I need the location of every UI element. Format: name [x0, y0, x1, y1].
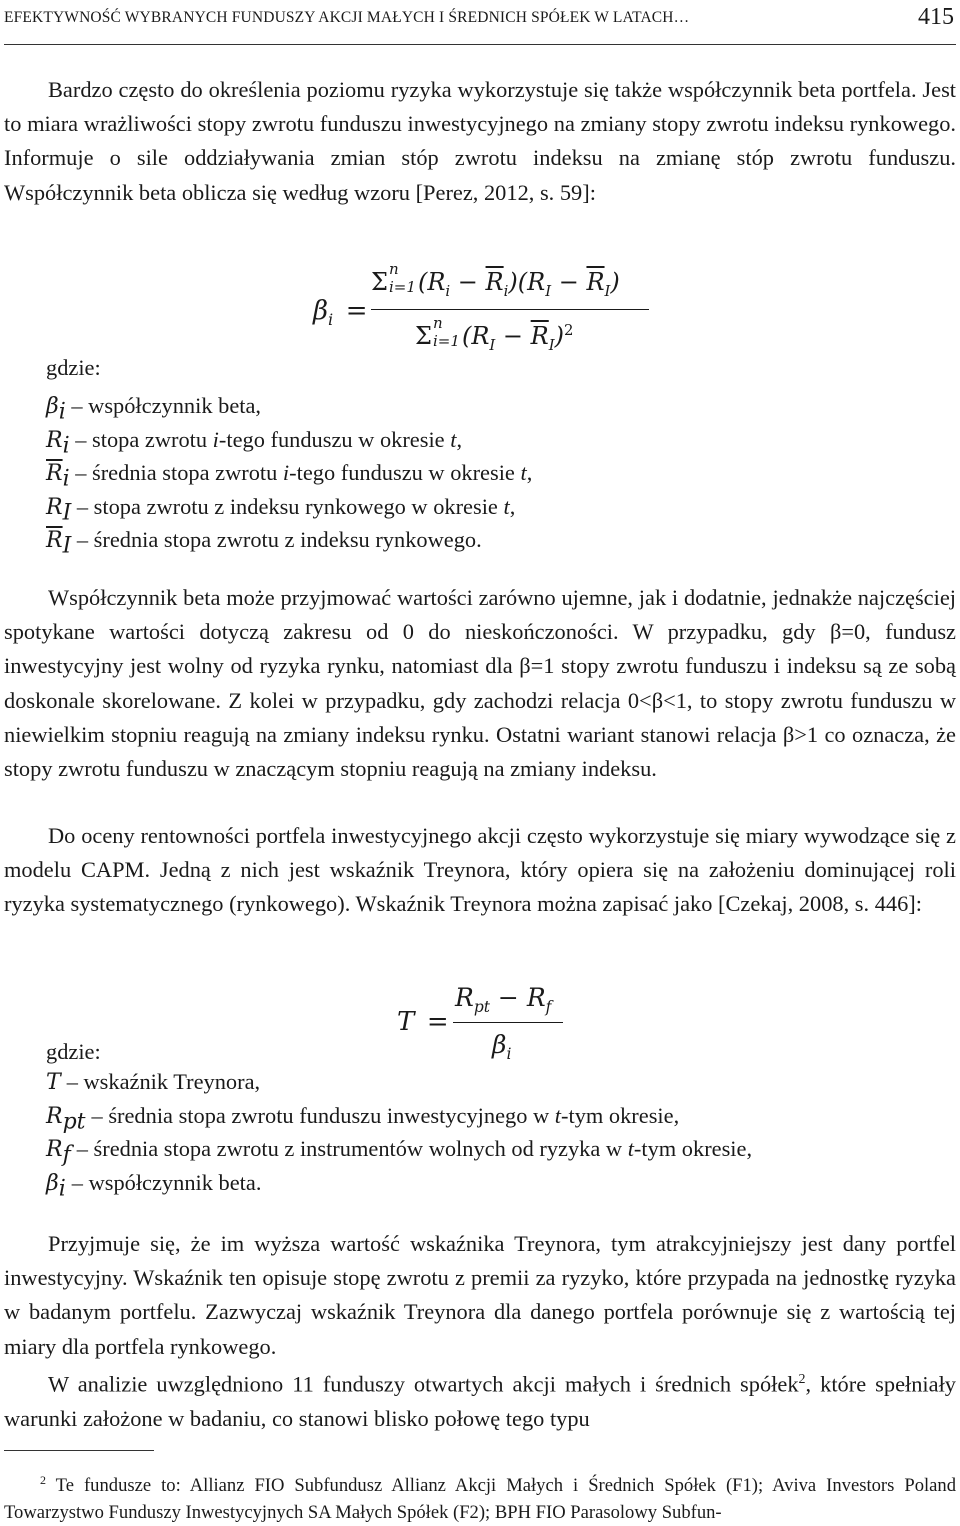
definitions-treynor — [46, 1066, 946, 1200]
paragraph-analysis: W analizie uwzględniono 11 funduszy otwartych akcji małych i średnich spółek$^2$, które spełniały warunki założone w badaniu, co stanowi blisko połowę tego typu — [4, 1371, 956, 1431]
formula-beta-numerator: Σ n i=1 $(R_i - \overline{R}_i)(R_I - \overline{R}_I)$ — [371, 260, 620, 300]
definition-beta-2: $\beta_i$ – współczynnik beta. — [46, 1169, 262, 1201]
footnote-mark: 2 — [40, 1473, 46, 1487]
footnote-ref: 2 — [798, 1372, 806, 1387]
formula-treynor-denominator: $\beta_i$ — [492, 1030, 512, 1063]
formula-beta-fraction-bar — [371, 309, 649, 310]
formula-beta-lhs: $\beta_i$ = — [313, 296, 368, 330]
definition-Ri: $R_i$ – stopa zwrotu i-tego funduszu w okresie t, — [46, 426, 463, 458]
running-header-title: EFEKTYWNOŚĆ WYBRANYCH FUNDUSZY AKCJI MAŁYCH I ŚREDNICH SPÓŁEK W LATACH… — [4, 9, 690, 26]
footnote-rule — [4, 1450, 154, 1451]
paragraph-treynor-intro — [4, 819, 956, 922]
paragraph-treynor-intro-text: Do oceny rentowności portfela inwestycyjnego akcji często wykorzystuje się miary wywodzące się z modelu CAPM. Jedną z nich jest wskaźnik Treynora, który opiera się na założeniu dominującej roli ryzyka systematycznego (rynkowego). Wskaźnik Treynora można zapisać jako [Czekaj, 2008, s. 446]: — [4, 823, 956, 917]
definition-Ri-mean: $\overline{R}_i$ – średnia stopa zwrotu i-tego funduszu w okresie t, — [46, 460, 533, 492]
definition-T: T – wskaźnik Treynora, — [46, 1069, 261, 1095]
definition-RI-mean: $\overline{R}_I$ – średnia stopa zwrotu z indeksu rynkowego. — [46, 527, 482, 559]
definition-Rf: $R_f$ – średnia stopa zwrotu z instrumentów wolnych od ryzyka w t-tym okresie, — [46, 1136, 753, 1168]
formula-treynor-numerator: $R_{pt} - R_f$ — [455, 983, 552, 1016]
where-label-1: gdzie: — [46, 355, 101, 380]
page-number: 415 — [918, 4, 954, 30]
paragraph-beta-interpretation — [4, 581, 956, 786]
definition-Rpt: $R_{pt}$ – średnia stopa zwrotu funduszu inwestycyjnego w t-tym okresie, — [46, 1102, 680, 1134]
paragraph-beta-intro — [4, 73, 956, 210]
footnote-text: Te fundusze to: Allianz FIO Subfundusz Allianz Akcji Małych i Średnich Spółek (F1); Aviva Investors Poland Towarzystwo Funduszy Inwestycyjnych SA Małych Spółek (F2); BPH FIO Parasolowy Subfun- — [4, 1475, 957, 1524]
formula-treynor-fraction-bar — [453, 1022, 563, 1023]
paragraph-treynor-interpretation-text: Przyjmuje się, że im wyższa wartość wskaźnika Treynora, tym atrakcyjniejszy jest dany portfel inwestycyjny. Wskaźnik ten opisuje stopę zwrotu z premii za ryzyko, które przypada na jednostkę ryzyka w badanym portfelu. Zazwyczaj wskaźnik Treynora dla danego portfela porównuje się z wartością tej miary dla portfela rynkowego. — [4, 1231, 956, 1359]
paragraph-analysis-text: W analizie uwzględniono 11 funduszy otwartych akcji małych i średnich spółek — [48, 1371, 799, 1397]
paragraph-treynor-interpretation — [4, 1227, 956, 1364]
formula-beta-denominator: Σ n i=1 $(R_I - \overline{R}_I)^2$ — [415, 314, 574, 354]
footnote — [4, 1467, 956, 1526]
definition-beta: $\beta_i$ – współczynnik beta, — [46, 393, 262, 425]
running-header — [4, 0, 956, 45]
where-label-2: gdzie: — [46, 1039, 101, 1064]
definition-RI: $R_I$ – stopa zwrotu z indeksu rynkowego w okresie t, — [46, 493, 516, 525]
definitions-beta — [46, 390, 946, 558]
formula-treynor-lhs: T = — [397, 1007, 449, 1037]
paragraph-beta-intro-text: Bardzo często do określenia poziomu ryzyka wykorzystuje się także współczynnik beta portfela. Jest to miara wrażliwości stopy zwrotu funduszu inwestycyjnego na zmiany stopy zwrotu indeksu rynkowego. Informuje o sile oddziaływania zmian stóp zwrotu indeksu na zmianę stóp zwrotu funduszu. Współczynnik beta oblicza się według wzoru [Perez, 2012, s. 59]: — [4, 77, 956, 205]
paragraph-beta-interpretation-text: Współczynnik beta może przyjmować wartości zarówno ujemne, jak i dodatnie, jednakże najczęściej spotykane wartości dotyczą zakresu od 0 do nieskończoności. W przypadku, gdy β=0, fundusz inwestycyjny jest wolny od ryzyka rynku, natomiast dla β=1 stopy zwrotu funduszu i indeksu są ze sobą doskonale skorelowane. Z kolei w przypadku, gdy zachodzi relacja 0<β<1, to stopy zwrotu funduszu w niewielkim stopniu reagują na zmiany indeksu rynku. Ostatni wariant stanowi relacja β>1 co oznacza, że stopy zwrotu funduszu w znaczącym stopniu reagują na zmiany indeksu. — [4, 585, 956, 782]
